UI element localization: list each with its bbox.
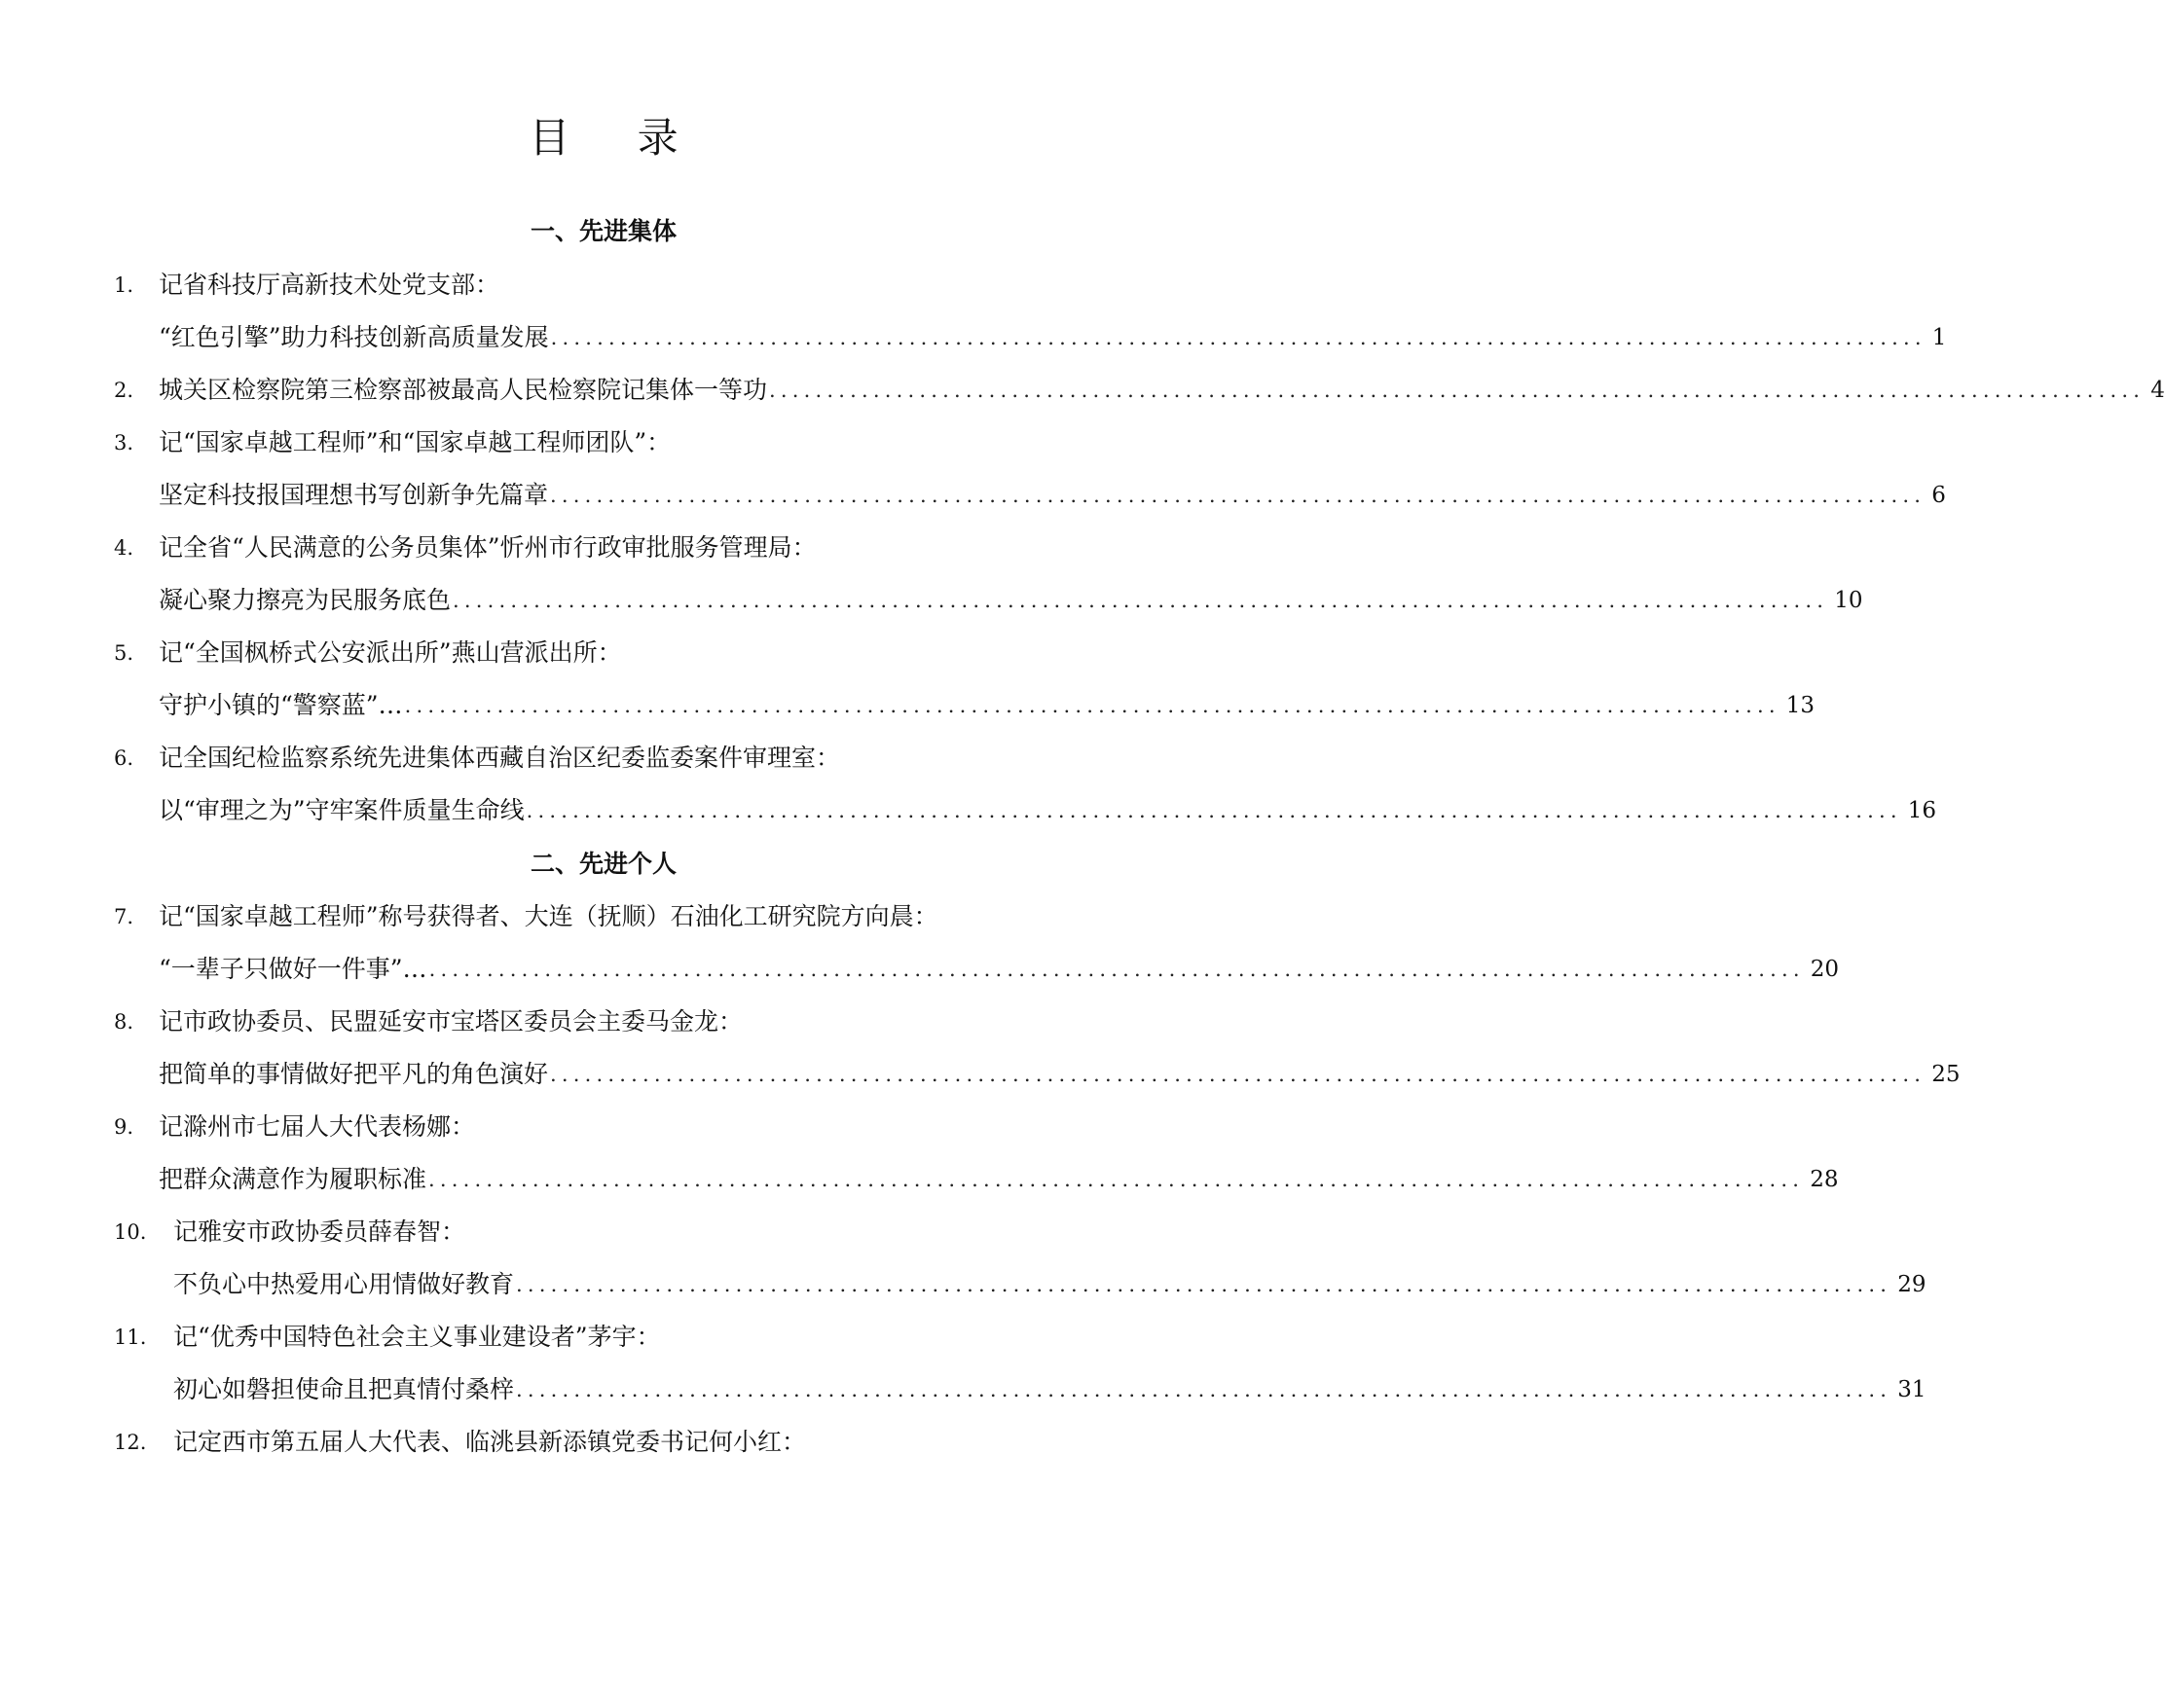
page-number: 10 bbox=[1834, 588, 1863, 613]
dot-leader: ....................................................................................................................... bbox=[428, 958, 1805, 981]
entry-title: 记全省“人民满意的公务员集体”忻州市行政审批服务管理局： bbox=[159, 533, 817, 562]
toc-entry-line bbox=[159, 527, 1093, 569]
entry-number: 9. bbox=[114, 1115, 134, 1139]
entry-title: 记“全国枫桥式公安派出所”燕山营派出所： bbox=[159, 638, 622, 667]
entry-subtitle: 凝心聚力擦亮为民服务底色 bbox=[159, 586, 452, 614]
toc-entry-line bbox=[173, 1421, 1093, 1464]
entry-title: 记定西市第五届人大代表、临洮县新添镇党委书记何小红： bbox=[173, 1428, 807, 1456]
entry-subtitle: 守护小镇的“警察蓝”… bbox=[159, 691, 403, 719]
page-number: 4 bbox=[2150, 378, 2165, 403]
toc-entry-line bbox=[159, 1000, 1093, 1043]
entry-subtitle: 初心如磐担使命且把真情付桑梓 bbox=[173, 1375, 515, 1403]
dot-leader: ....................................................................................................................... bbox=[769, 379, 2146, 402]
entry-number: 1. bbox=[114, 273, 134, 297]
toc-entry-line bbox=[159, 1106, 1093, 1148]
dot-leader: ....................................................................................................................... bbox=[550, 326, 1926, 349]
page-number: 1 bbox=[1931, 325, 1947, 350]
entry-number: 8. bbox=[114, 1010, 134, 1034]
entry-number: 4. bbox=[114, 536, 134, 560]
toc-entry-link[interactable] bbox=[173, 1368, 1926, 1411]
dot-leader: ....................................................................................................................... bbox=[516, 1378, 1892, 1401]
toc-entry-line bbox=[159, 632, 1093, 674]
entry-title: 记“优秀中国特色社会主义事业建设者”茅宇： bbox=[173, 1323, 661, 1351]
page-number: 6 bbox=[1931, 483, 1946, 508]
toc-entry-line bbox=[159, 737, 1093, 780]
page-number: 31 bbox=[1897, 1377, 1926, 1402]
toc-entry-link[interactable] bbox=[159, 316, 1947, 359]
toc-entry-link[interactable] bbox=[159, 1053, 1961, 1096]
entry-subtitle: 把简单的事情做好把平凡的角色演好 bbox=[159, 1060, 549, 1088]
toc-entry-line bbox=[159, 421, 1093, 464]
entry-number: 10. bbox=[114, 1220, 147, 1244]
entry-number: 11. bbox=[114, 1326, 147, 1349]
page-number: 28 bbox=[1810, 1167, 1839, 1192]
entry-subtitle: “红色引擎”助力科技创新高质量发展 bbox=[159, 323, 549, 351]
entry-title: 城关区检察院第三检察部被最高人民检察院记集体一等功 bbox=[159, 376, 768, 404]
section-heading: 二、先进个人 bbox=[530, 850, 677, 878]
toc-entry-link[interactable] bbox=[159, 579, 1863, 622]
entry-subtitle: 坚定科技报国理想书写创新争先篇章 bbox=[159, 481, 549, 509]
entry-subtitle: “一辈子只做好一件事”… bbox=[159, 955, 427, 983]
dot-leader: ....................................................................................................................... bbox=[428, 1168, 1805, 1191]
toc-entry-line bbox=[173, 1316, 1093, 1359]
entry-number: 7. bbox=[114, 905, 134, 928]
dot-leader: ....................................................................................................................... bbox=[453, 589, 1829, 612]
toc-entry-link[interactable] bbox=[159, 1158, 1839, 1201]
entry-subtitle: 以“审理之为”守牢案件质量生命线 bbox=[159, 796, 525, 824]
toc-entry-line bbox=[159, 264, 1093, 307]
entry-title: 记滁州市七届人大代表杨娜： bbox=[159, 1112, 476, 1141]
dot-leader: ....................................................................................................................... bbox=[516, 1273, 1892, 1296]
page-number: 29 bbox=[1897, 1272, 1926, 1297]
page-number: 20 bbox=[1810, 957, 1840, 982]
entry-number: 6. bbox=[114, 746, 134, 770]
page-number: 13 bbox=[1785, 693, 1816, 718]
page-title: 目 录 bbox=[529, 114, 706, 162]
entry-title: 记“国家卓越工程师”和“国家卓越工程师团队”： bbox=[159, 428, 672, 456]
entry-number: 2. bbox=[114, 379, 134, 402]
dot-leader: ....................................................................................................................... bbox=[404, 694, 1780, 717]
toc-entry-link[interactable] bbox=[159, 789, 1937, 832]
dot-leader: ....................................................................................................................... bbox=[550, 484, 1926, 507]
entry-number: 3. bbox=[114, 431, 134, 454]
entry-number: 12. bbox=[114, 1431, 147, 1454]
toc-entry-line bbox=[159, 895, 1093, 938]
entry-title: 记“国家卓越工程师”称号获得者、大连（抚顺）石油化工研究院方向晨： bbox=[159, 902, 938, 930]
page-number: 16 bbox=[1907, 798, 1937, 823]
entry-title: 记全国纪检监察系统先进集体西藏自治区纪委监委案件审理室： bbox=[159, 744, 841, 772]
page-number: 25 bbox=[1931, 1062, 1961, 1087]
entry-title: 记雅安市政协委员薛春智： bbox=[173, 1217, 466, 1246]
entry-subtitle: 不负心中热爱用心用情做好教育 bbox=[173, 1270, 515, 1298]
entry-title: 记市政协委员、民盟延安市宝塔区委员会主委马金龙： bbox=[159, 1007, 744, 1036]
section-heading: 一、先进集体 bbox=[530, 217, 677, 245]
toc-entry-line bbox=[173, 1211, 1093, 1254]
dot-leader: ....................................................................................................................... bbox=[526, 799, 1902, 822]
toc-entry-link[interactable] bbox=[159, 474, 1946, 517]
entry-subtitle: 把群众满意作为履职标准 bbox=[159, 1165, 427, 1193]
entry-title: 记省科技厅高新技术处党支部： bbox=[159, 271, 500, 299]
dot-leader: ....................................................................................................................... bbox=[550, 1063, 1926, 1086]
entry-number: 5. bbox=[114, 641, 134, 665]
toc-entry-link[interactable] bbox=[159, 684, 1816, 727]
toc-entry-link[interactable] bbox=[173, 1263, 1926, 1306]
toc-entry-link[interactable] bbox=[159, 369, 2165, 412]
toc-entry-link[interactable] bbox=[159, 948, 1840, 991]
